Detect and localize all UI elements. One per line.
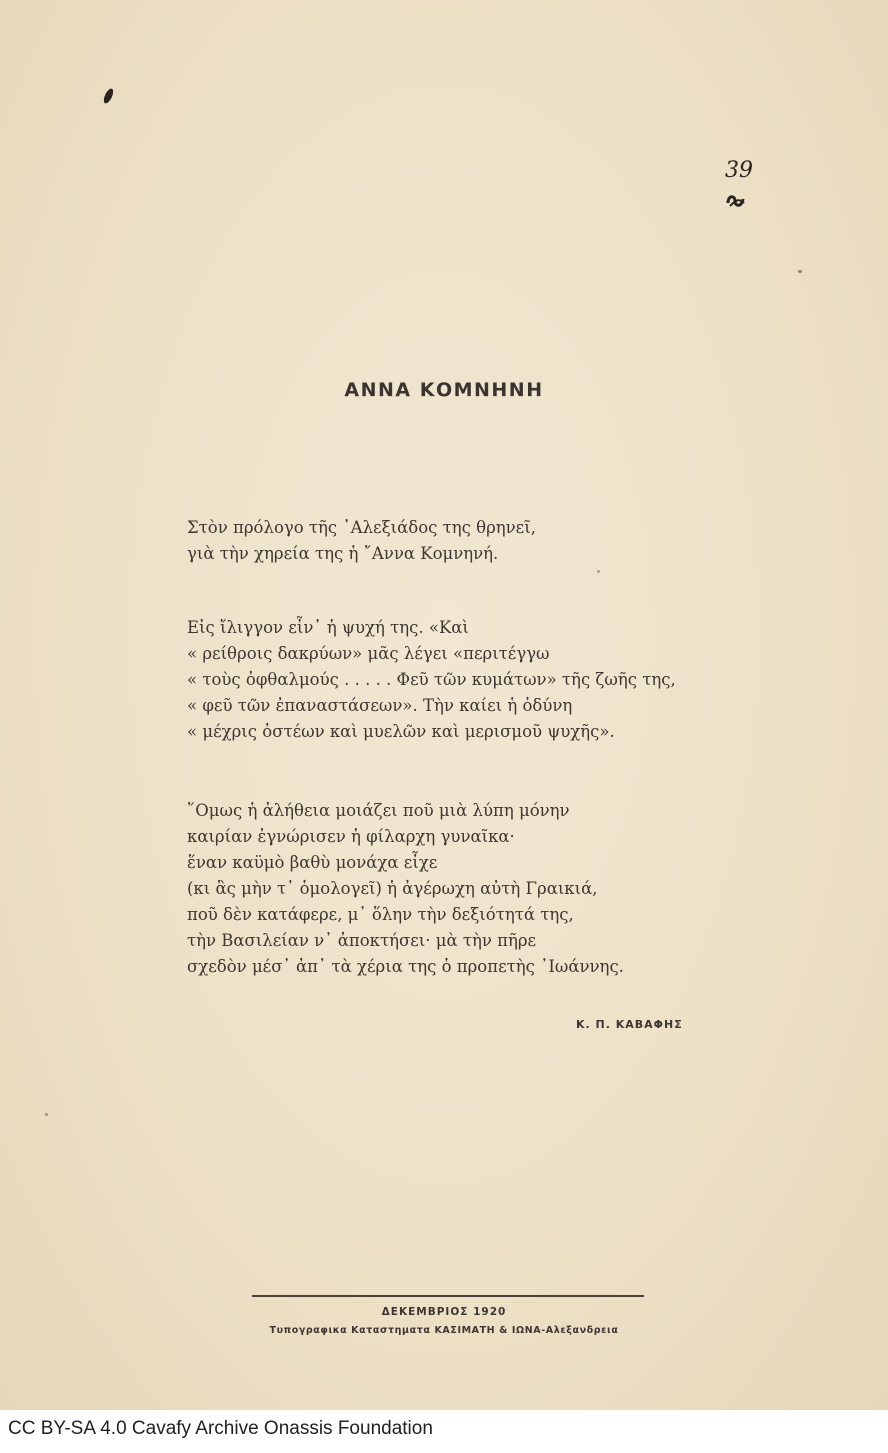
poem-line: « μέχρις ὀστέων καὶ μυελῶν καὶ μερισμοῦ ψυχῆς». (187, 722, 615, 741)
poem-line: γιὰ τὴν χηρεία της ἡ ῎Αννα Κομνηνή. (187, 544, 499, 563)
poem-line: « ρείθροις δακρύων» μᾶς λέγει «περιτέγγω (187, 644, 550, 663)
poem-line: σχεδὸν μέσ᾿ ἀπ᾿ τὰ χέρια της ὁ προπετὴς ᾿Ιωάννης. (187, 957, 624, 976)
poem-line: Εἰς ἴλιγγον εἶν᾿ ἡ ψυχή της. «Καὶ (187, 618, 469, 637)
license-credit: CC BY-SA 4.0 Cavafy Archive Onassis Foundation (8, 1418, 433, 1439)
page-number: 39 (725, 158, 753, 183)
stanza-3 (187, 798, 624, 980)
speck (45, 1113, 48, 1116)
poem-line: (κι ἂς μὴν τ᾿ ὁμολογεῖ) ἡ ἀγέρωχη αὐτὴ Γραικιά, (187, 879, 598, 898)
poem-line: ἕναν καϋμὸ βαθὺ μονάχα εἶχε (187, 853, 438, 872)
poem-line: ῞Ομως ἡ ἀλήθεια μοιάζει ποῦ μιὰ λύπη μόνην (187, 801, 570, 820)
stanza-2 (187, 615, 676, 745)
ink-blot (102, 87, 115, 104)
speck (798, 270, 802, 273)
poem-line: τὴν Βασιλείαν ν᾿ ἀποκτήσει· μὰ τὴν πῆρε (187, 931, 537, 950)
speck (597, 570, 600, 573)
imprint-date: ΔΕΚΕΜΒΡΙΟΣ 1920 (381, 1306, 507, 1318)
divider-rule (252, 1295, 644, 1297)
author-signature: Κ. Π. ΚΑΒΑΦΗΣ (576, 1018, 683, 1031)
poem-line: Στὸν πρόλογο τῆς ᾿Αλεξιάδος της θρηνεῖ, (187, 518, 536, 537)
poem-line: ποῦ δὲν κατάφερε, μ᾿ ὅλην τὴν δεξιότητά της, (187, 905, 574, 924)
stanza-1 (187, 515, 536, 567)
poem-line: καιρίαν ἐγνώρισεν ἡ φίλαρχη γυναῖκα· (187, 827, 515, 846)
monogram-stamp-icon (726, 193, 746, 209)
poem-line: « φεῦ τῶν ἐπαναστάσεων». Τὴν καίει ἡ ὀδύνη (187, 696, 573, 715)
poem-line: « τοὺς ὀφθαλμούς . . . . . Φεῦ τῶν κυμάτων» τῆς ζωῆς της, (187, 670, 676, 689)
poem-title: ΑΝΝΑ ΚΟΜΝΗΝΗ (344, 379, 544, 401)
imprint-printer: Τυπογραφικα Καταστηματα ΚΑΣΙΜΑΤΗ & ΙΩΝΑ-Αλεξανδρεια (269, 1325, 619, 1336)
